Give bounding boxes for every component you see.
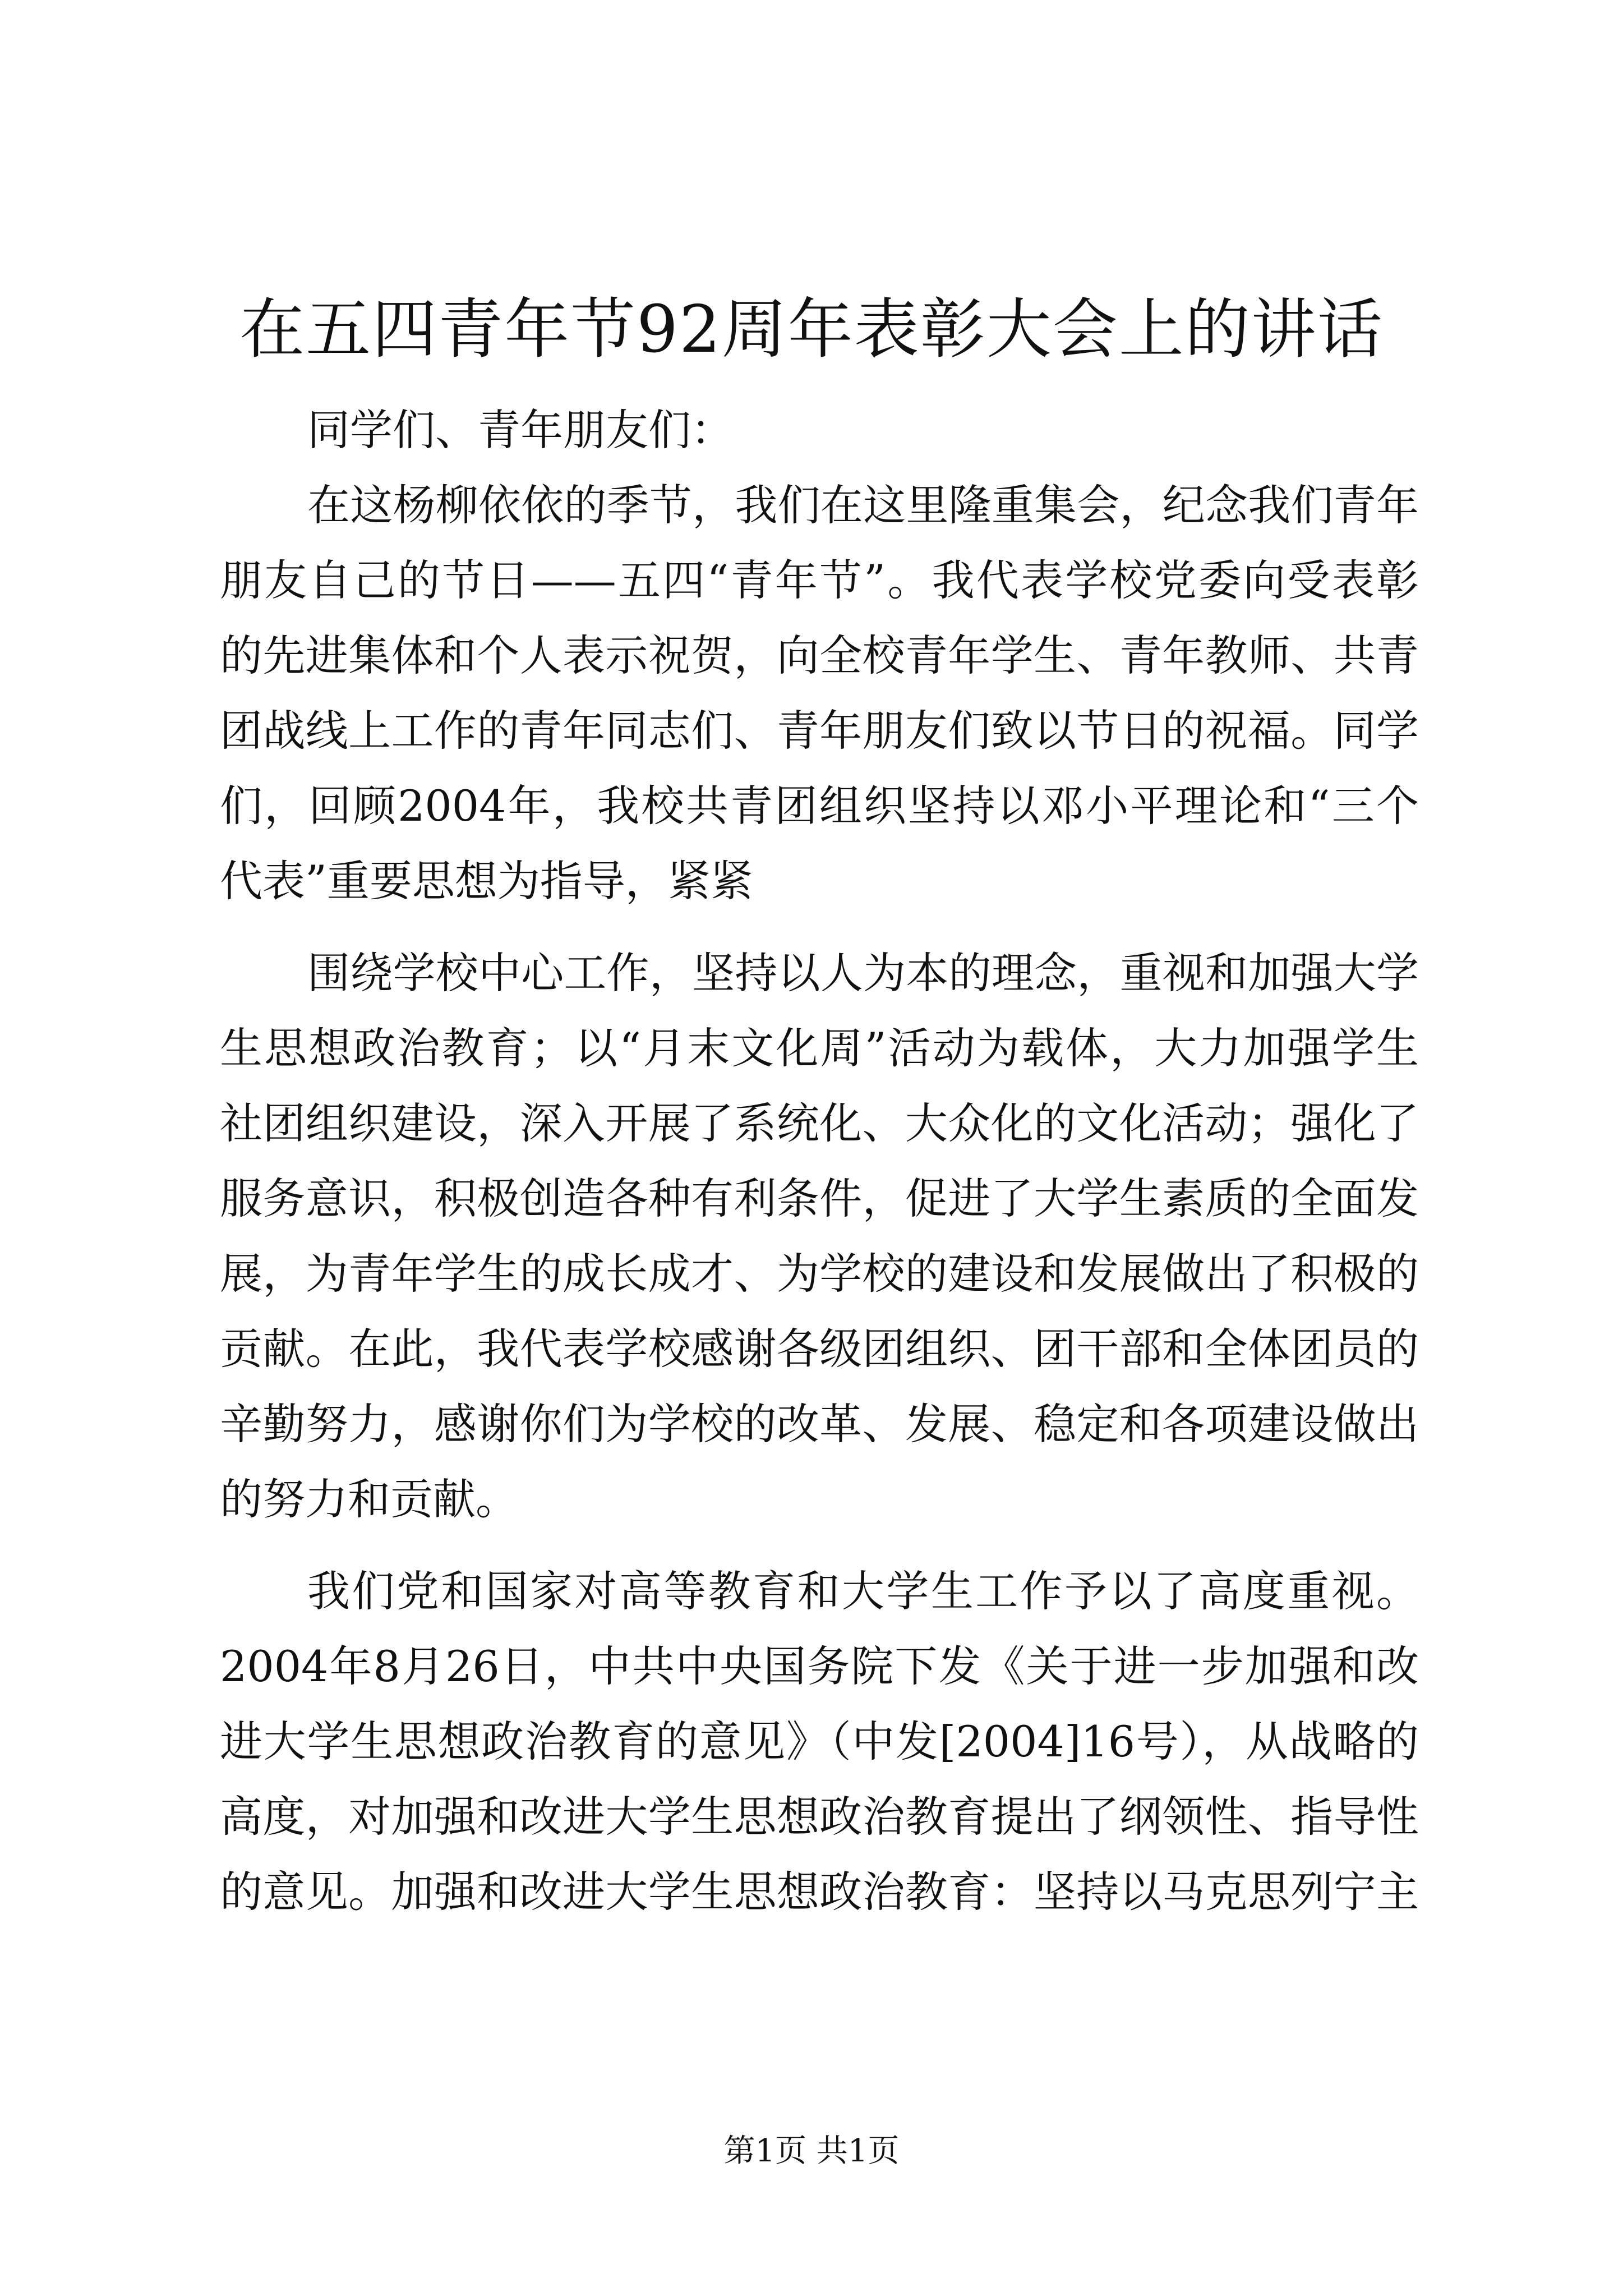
body-line: 我们党和国家对高等教育和大学生工作予以了高度重视。 xyxy=(307,1566,1419,1616)
body-line: 辛勤努力，感谢你们为学校的改革、发展、稳定和各项建设做出 xyxy=(220,1399,1419,1449)
body-line: 围绕学校中心工作，坚持以人为本的理念，重视和加强大学 xyxy=(307,948,1419,998)
body-line: 的努力和贡献。 xyxy=(220,1474,518,1524)
body-line: 贡献。在此，我代表学校感谢各级团组织、团干部和全体团员的 xyxy=(220,1324,1419,1374)
page-number-footer: 第1页 共1页 xyxy=(723,2133,900,2169)
body-line: 社团组织建设，深入开展了系统化、大众化的文化活动；强化了 xyxy=(220,1098,1419,1148)
document-title: 在五四青年节92周年表彰大会上的讲话 xyxy=(239,292,1384,367)
salutation-line: 同学们、青年朋友们： xyxy=(307,405,734,455)
body-line: 代表”重要思想为指导，紧紧 xyxy=(220,856,753,906)
body-line: 高度，对加强和改进大学生思想政治教育提出了纲领性、指导性 xyxy=(220,1792,1419,1842)
body-line: 服务意识，积极创造各种有利条件，促进了大学生素质的全面发 xyxy=(220,1174,1419,1223)
body-line: 在这杨柳依依的季节，我们在这里隆重集会，纪念我们青年 xyxy=(307,480,1419,530)
body-line: 生思想政治教育；以“月末文化周”活动为载体，大力加强学生 xyxy=(220,1023,1419,1073)
body-line: 展，为青年学生的成长成才、为学校的建设和发展做出了积极的 xyxy=(220,1249,1419,1299)
body-line: 进大学生思想政治教育的意见》（中发[2004]16号），从战略的 xyxy=(220,1717,1419,1766)
body-line: 2004年8月26日，中共中央国务院下发《关于进一步加强和改 xyxy=(220,1641,1419,1691)
body-line: 的先进集体和个人表示祝贺，向全校青年学生、青年教师、共青 xyxy=(220,631,1419,680)
body-line: 朋友自己的节日——五四“青年节”。我代表学校党委向受表彰 xyxy=(220,555,1419,605)
body-line: 们，回顾2004年，我校共青团组织坚持以邓小平理论和“三个 xyxy=(220,781,1419,831)
body-line: 的意见。加强和改进大学生思想政治教育：坚持以马克思列宁主 xyxy=(220,1867,1419,1917)
body-line: 团战线上工作的青年同志们、青年朋友们致以节日的祝福。同学 xyxy=(220,706,1419,756)
